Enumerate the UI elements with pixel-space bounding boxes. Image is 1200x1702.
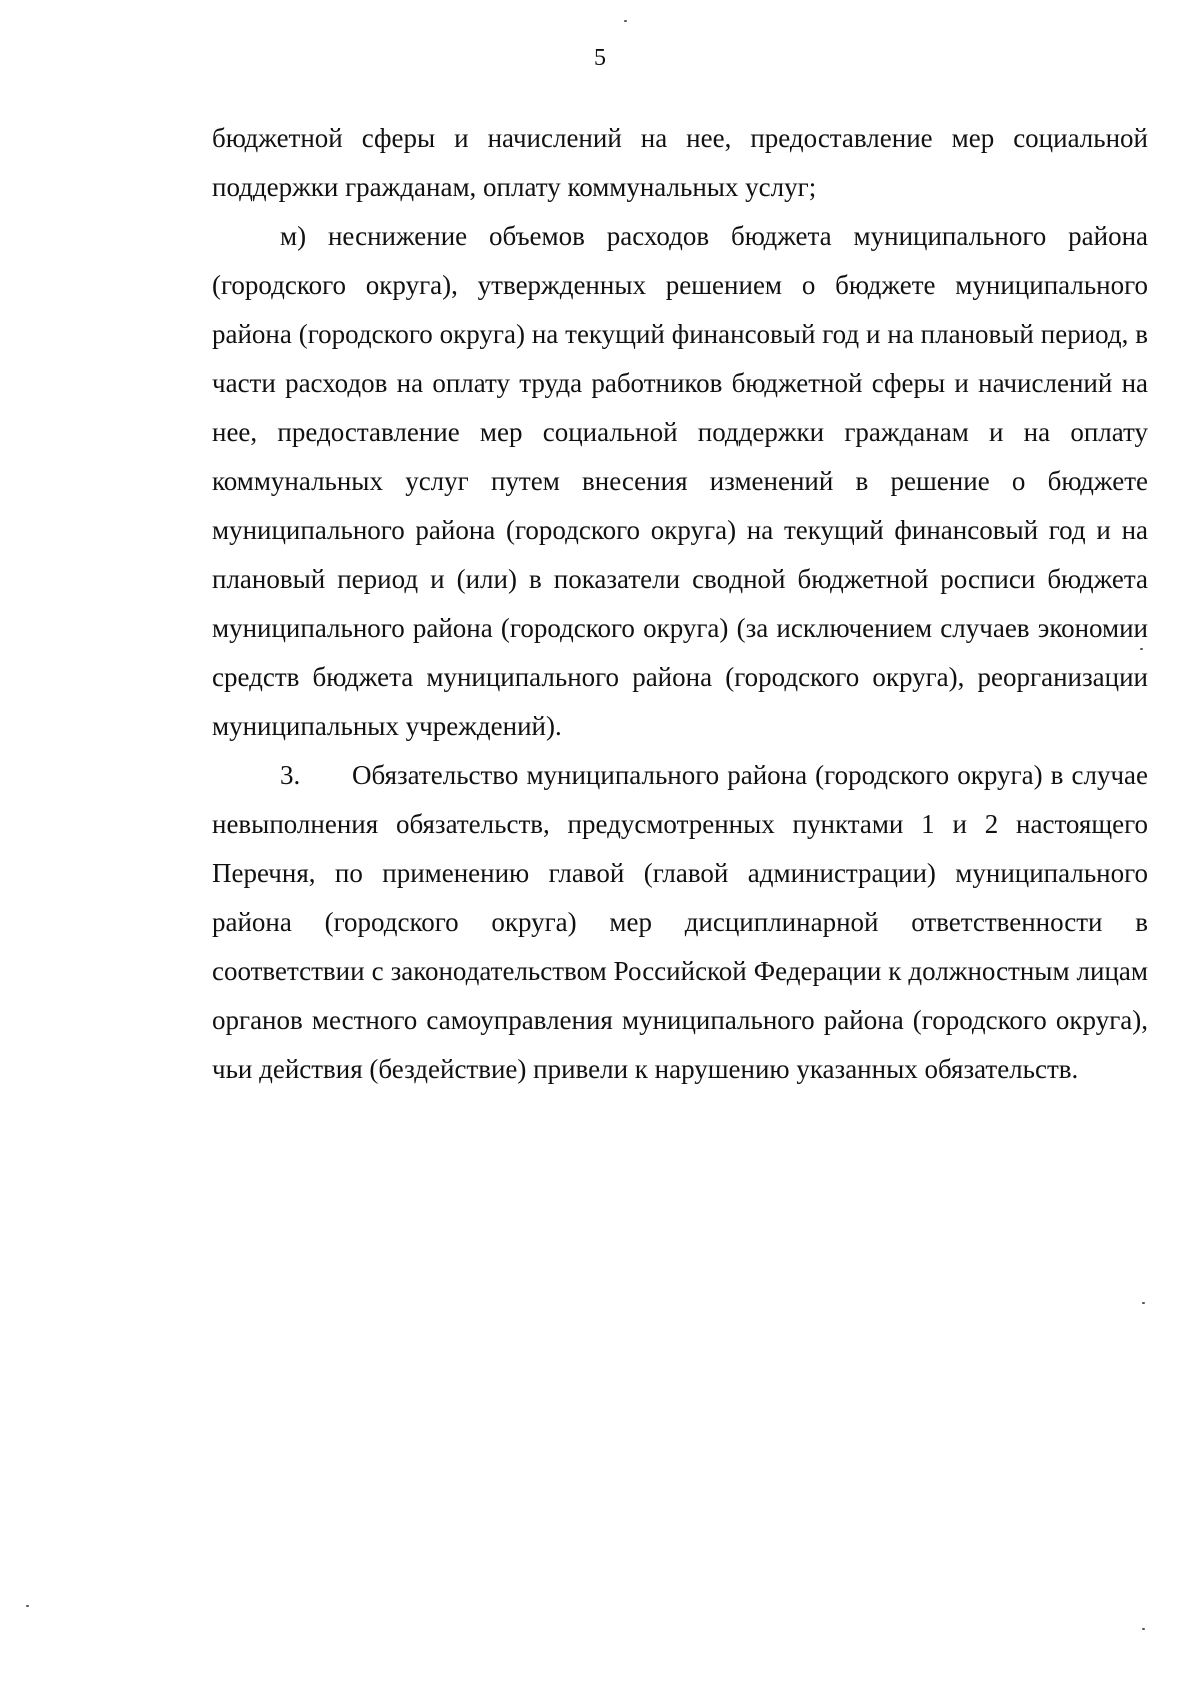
paragraph-continuation: бюджетной сферы и начислений на нее, предоставление мер социальной поддержки гражданам, оплату коммунальных услуг; (212, 123, 1148, 202)
document-body (212, 114, 1148, 1094)
paragraph-item-m: м) неснижение объемов расходов бюджета муниципального района (городского округа), утвержденных решением о бюджете муниципального района (городского округа) на текущий финансовый год и на плановый период, в части расходов на оплату труда работников бюджетной сферы и начислений на нее, предоставление мер социальной поддержки гражданам и на оплату коммунальных услуг путем внесения изменений в решение о бюджете муниципального района (городского округа) на текущий финансовый год и на плановый период и (или) в показатели сводной бюджетной росписи бюджета муниципального района (городского округа) (за исключением случаев экономии средств бюджета муниципального района (городского округа), реорганизации муниципальных учреждений). (212, 221, 1148, 741)
scan-speck (26, 1605, 29, 1607)
scan-speck (1140, 648, 1143, 650)
scan-speck (1142, 1628, 1145, 1630)
scan-speck (1142, 1302, 1145, 1304)
paragraph-item-3-text: Обязательство муниципального района (городского округа) в случае невыполнения обязательств, предусмотренных пунктами 1 и 2 настоящего Перечня, по применению главой (главой администрации) муниципального района (городского округа) мер дисциплинарной ответственности в соответствии с законодательством Российской Федерации к должностным лицам органов местного самоуправления муниципального района (городского округа), чьи действия (бездействие) привели к нарушению указанных обязательств. (212, 760, 1148, 1084)
paragraph-item-3 (212, 751, 1148, 1094)
paragraph-number: 3. (280, 760, 301, 790)
scan-speck (624, 20, 627, 22)
page-number: 5 (594, 45, 606, 71)
